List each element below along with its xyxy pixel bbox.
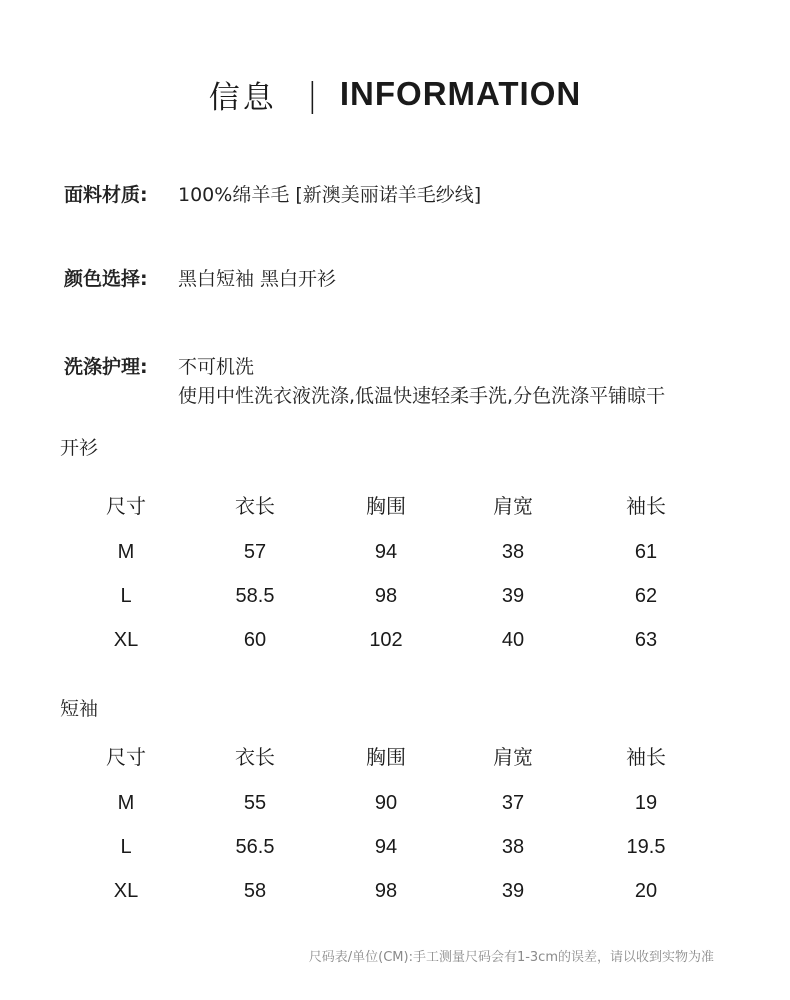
fabric-row: [64, 181, 481, 210]
care-row: [64, 353, 665, 411]
header-shoulder: 肩宽: [493, 744, 533, 769]
cardigan-size-table: [60, 478, 720, 662]
table-cell: XL: [113, 879, 139, 902]
table-row: [60, 574, 720, 618]
table-cell: 56.5: [235, 835, 275, 858]
header-sleeve: 袖长: [626, 744, 666, 769]
table-cell: 55: [243, 791, 267, 814]
table-cell: M: [117, 540, 135, 563]
table-cell: 37: [501, 791, 525, 814]
size-chart-footnote: 尺码表/单位(CM):手工测量尺码会有1-3cm的误差，请以收到实物为准: [308, 950, 714, 965]
header-title-cn: 信息: [208, 79, 277, 116]
table-cell: 58.5: [235, 584, 275, 607]
cardigan-section-title: 开衫: [60, 437, 99, 459]
table-cell: 63: [634, 628, 658, 651]
table-cell: 39: [501, 584, 525, 607]
short-sleeve-section-title: 短袖: [60, 698, 99, 720]
table-header-row: [60, 729, 720, 781]
table-cell: 62: [634, 584, 658, 607]
table-header-row: [60, 478, 720, 530]
page-header: [0, 72, 790, 116]
table-cell: XL: [113, 628, 139, 651]
care-values: [178, 353, 665, 411]
table-cell: 19: [634, 791, 658, 814]
color-value: 黑白短袖 黑白开衫: [178, 268, 337, 290]
header-length: 衣长: [235, 493, 275, 518]
table-cell: 102: [369, 628, 403, 651]
fabric-value: 100%绵羊毛 [新澳美丽诺羊毛纱线]: [178, 184, 482, 206]
table-cell: 60: [243, 628, 267, 651]
table-cell: 90: [374, 791, 398, 814]
short-sleeve-size-table: [60, 729, 720, 913]
table-row: [60, 530, 720, 574]
table-cell: 57: [243, 540, 267, 563]
table-row: [60, 869, 720, 913]
header-separator: |: [306, 74, 318, 114]
table-cell: L: [120, 835, 132, 858]
fabric-values: [178, 181, 481, 210]
care-label: 洗涤护理:: [64, 356, 148, 378]
table-cell: 39: [501, 879, 525, 902]
table-cell: 19.5: [626, 835, 666, 858]
header-size: 尺寸: [106, 493, 146, 518]
table-row: [60, 825, 720, 869]
color-values: [178, 265, 336, 294]
table-cell: 20: [634, 879, 658, 902]
header-size: 尺寸: [106, 744, 146, 769]
table-cell: 58: [243, 879, 267, 902]
header-chest: 胸围: [366, 744, 406, 769]
table-cell: M: [117, 791, 135, 814]
table-cell: 94: [374, 540, 398, 563]
header-shoulder: 肩宽: [493, 493, 533, 518]
table-cell: 40: [501, 628, 525, 651]
table-cell: 98: [374, 879, 398, 902]
table-cell: 94: [374, 835, 398, 858]
header-chest: 胸围: [366, 493, 406, 518]
table-row: [60, 618, 720, 662]
care-value-line1: 不可机洗: [178, 356, 255, 378]
header-sleeve: 袖长: [626, 493, 666, 518]
table-cell: 38: [501, 835, 525, 858]
color-row: [64, 265, 336, 294]
care-value-line2: 使用中性洗衣液洗涤,低温快速轻柔手洗,分色洗涤平铺晾干: [178, 385, 666, 407]
table-cell: L: [120, 584, 132, 607]
table-row: [60, 781, 720, 825]
header-length: 衣长: [235, 744, 275, 769]
table-cell: 61: [634, 540, 658, 563]
table-cell: 38: [501, 540, 525, 563]
color-label: 颜色选择:: [64, 268, 148, 290]
table-cell: 98: [374, 584, 398, 607]
header-title-en: INFORMATION: [339, 75, 582, 112]
fabric-label: 面料材质:: [64, 184, 148, 206]
